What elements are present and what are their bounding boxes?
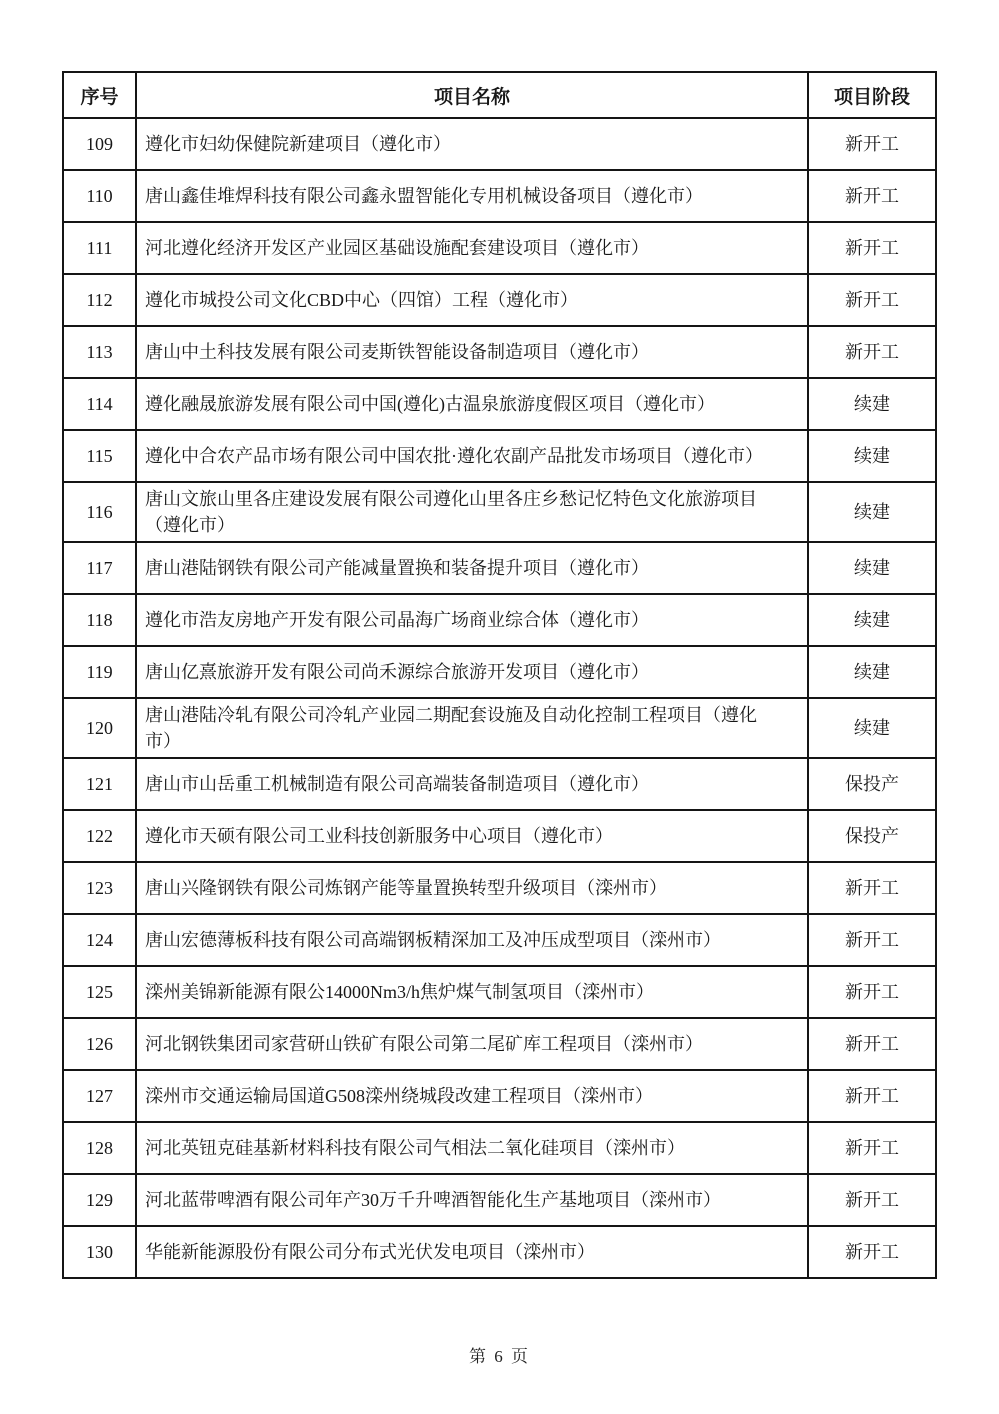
table-row <box>63 326 936 378</box>
project-stage-cell: 新开工 <box>808 914 936 966</box>
project-name-cell: 唐山兴隆钢铁有限公司炼钢产能等量置换转型升级项目（滦州市） <box>136 862 808 914</box>
row-number-cell: 121 <box>63 758 136 810</box>
table-row <box>63 274 936 326</box>
row-number-cell: 127 <box>63 1070 136 1122</box>
project-stage-cell: 新开工 <box>808 1174 936 1226</box>
row-number-cell: 124 <box>63 914 136 966</box>
project-name-cell: 唐山文旅山里各庄建设发展有限公司遵化山里各庄乡愁记忆特色文化旅游项目（遵化市） <box>136 482 808 542</box>
table-row <box>63 1070 936 1122</box>
row-number-cell: 115 <box>63 430 136 482</box>
row-number-cell: 113 <box>63 326 136 378</box>
project-name-cell: 滦州市交通运输局国道G508滦州绕城段改建工程项目（滦州市） <box>136 1070 808 1122</box>
table-row <box>63 482 936 542</box>
project-name-cell: 唐山港陆冷轧有限公司冷轧产业园二期配套设施及自动化控制工程项目（遵化市） <box>136 698 808 758</box>
project-stage-cell: 续建 <box>808 430 936 482</box>
projects-table <box>62 71 937 1279</box>
project-stage-cell: 续建 <box>808 378 936 430</box>
table-row <box>63 430 936 482</box>
row-number-cell: 122 <box>63 810 136 862</box>
project-stage-cell: 续建 <box>808 646 936 698</box>
table-row <box>63 378 936 430</box>
project-stage-cell: 新开工 <box>808 966 936 1018</box>
row-number-cell: 109 <box>63 118 136 170</box>
row-number-cell: 117 <box>63 542 136 594</box>
table-row <box>63 1226 936 1278</box>
table-row <box>63 222 936 274</box>
project-name-cell: 遵化市浩友房地产开发有限公司晶海广场商业综合体（遵化市） <box>136 594 808 646</box>
project-stage-cell: 新开工 <box>808 1018 936 1070</box>
table-row <box>63 1018 936 1070</box>
row-number-cell: 114 <box>63 378 136 430</box>
table-row <box>63 646 936 698</box>
project-name-cell: 唐山市山岳重工机械制造有限公司高端装备制造项目（遵化市） <box>136 758 808 810</box>
table-row <box>63 594 936 646</box>
project-name-cell: 滦州美锦新能源有限公14000Nm3/h焦炉煤气制氢项目（滦州市） <box>136 966 808 1018</box>
project-stage-cell: 新开工 <box>808 862 936 914</box>
project-name-cell: 唐山亿熹旅游开发有限公司尚禾源综合旅游开发项目（遵化市） <box>136 646 808 698</box>
project-stage-cell: 保投产 <box>808 758 936 810</box>
project-stage-cell: 续建 <box>808 594 936 646</box>
row-number-cell: 116 <box>63 482 136 542</box>
project-name-cell: 河北蓝带啤酒有限公司年产30万千升啤酒智能化生产基地项目（滦州市） <box>136 1174 808 1226</box>
project-name-cell: 华能新能源股份有限公司分布式光伏发电项目（滦州市） <box>136 1226 808 1278</box>
row-number-cell: 111 <box>63 222 136 274</box>
row-number-cell: 112 <box>63 274 136 326</box>
row-number-cell: 123 <box>63 862 136 914</box>
column-header-name: 项目名称 <box>136 72 808 118</box>
row-number-cell: 125 <box>63 966 136 1018</box>
column-header-no: 序号 <box>63 72 136 118</box>
project-stage-cell: 新开工 <box>808 1122 936 1174</box>
table-row <box>63 810 936 862</box>
project-name-cell: 唐山港陆钢铁有限公司产能减量置换和装备提升项目（遵化市） <box>136 542 808 594</box>
table-row <box>63 1174 936 1226</box>
table-row <box>63 542 936 594</box>
table-row <box>63 170 936 222</box>
page-number: 第 6 页 <box>469 1347 530 1366</box>
row-number-cell: 126 <box>63 1018 136 1070</box>
header-row <box>63 72 936 118</box>
project-stage-cell: 续建 <box>808 698 936 758</box>
row-number-cell: 119 <box>63 646 136 698</box>
project-name-cell: 河北遵化经济开发区产业园区基础设施配套建设项目（遵化市） <box>136 222 808 274</box>
row-number-cell: 129 <box>63 1174 136 1226</box>
table-row <box>63 1122 936 1174</box>
row-number-cell: 110 <box>63 170 136 222</box>
project-name-cell: 遵化融晟旅游发展有限公司中国(遵化)古温泉旅游度假区项目（遵化市） <box>136 378 808 430</box>
project-stage-cell: 新开工 <box>808 170 936 222</box>
project-stage-cell: 新开工 <box>808 1070 936 1122</box>
project-name-cell: 河北钢铁集团司家营研山铁矿有限公司第二尾矿库工程项目（滦州市） <box>136 1018 808 1070</box>
project-stage-cell: 续建 <box>808 482 936 542</box>
row-number-cell: 118 <box>63 594 136 646</box>
row-number-cell: 128 <box>63 1122 136 1174</box>
table-row <box>63 914 936 966</box>
table-row <box>63 966 936 1018</box>
project-name-cell: 遵化中合农产品市场有限公司中国农批·遵化农副产品批发市场项目（遵化市） <box>136 430 808 482</box>
row-number-cell: 130 <box>63 1226 136 1278</box>
project-stage-cell: 新开工 <box>808 326 936 378</box>
row-number-cell: 120 <box>63 698 136 758</box>
project-name-cell: 唐山鑫佳堆焊科技有限公司鑫永盟智能化专用机械设备项目（遵化市） <box>136 170 808 222</box>
project-stage-cell: 新开工 <box>808 118 936 170</box>
project-name-cell: 遵化市妇幼保健院新建项目（遵化市） <box>136 118 808 170</box>
project-name-cell: 遵化市天硕有限公司工业科技创新服务中心项目（遵化市） <box>136 810 808 862</box>
column-header-stage: 项目阶段 <box>808 72 936 118</box>
table-row <box>63 118 936 170</box>
project-stage-cell: 新开工 <box>808 274 936 326</box>
project-name-cell: 唐山中土科技发展有限公司麦斯铁智能设备制造项目（遵化市） <box>136 326 808 378</box>
project-stage-cell: 新开工 <box>808 222 936 274</box>
project-name-cell: 唐山宏德薄板科技有限公司高端钢板精深加工及冲压成型项目（滦州市） <box>136 914 808 966</box>
project-stage-cell: 新开工 <box>808 1226 936 1278</box>
table-row <box>63 862 936 914</box>
project-name-cell: 遵化市城投公司文化CBD中心（四馆）工程（遵化市） <box>136 274 808 326</box>
project-name-cell: 河北英钮克硅基新材料科技有限公司气相法二氧化硅项目（滦州市） <box>136 1122 808 1174</box>
project-stage-cell: 续建 <box>808 542 936 594</box>
project-stage-cell: 保投产 <box>808 810 936 862</box>
table-row <box>63 698 936 758</box>
table-row <box>63 758 936 810</box>
